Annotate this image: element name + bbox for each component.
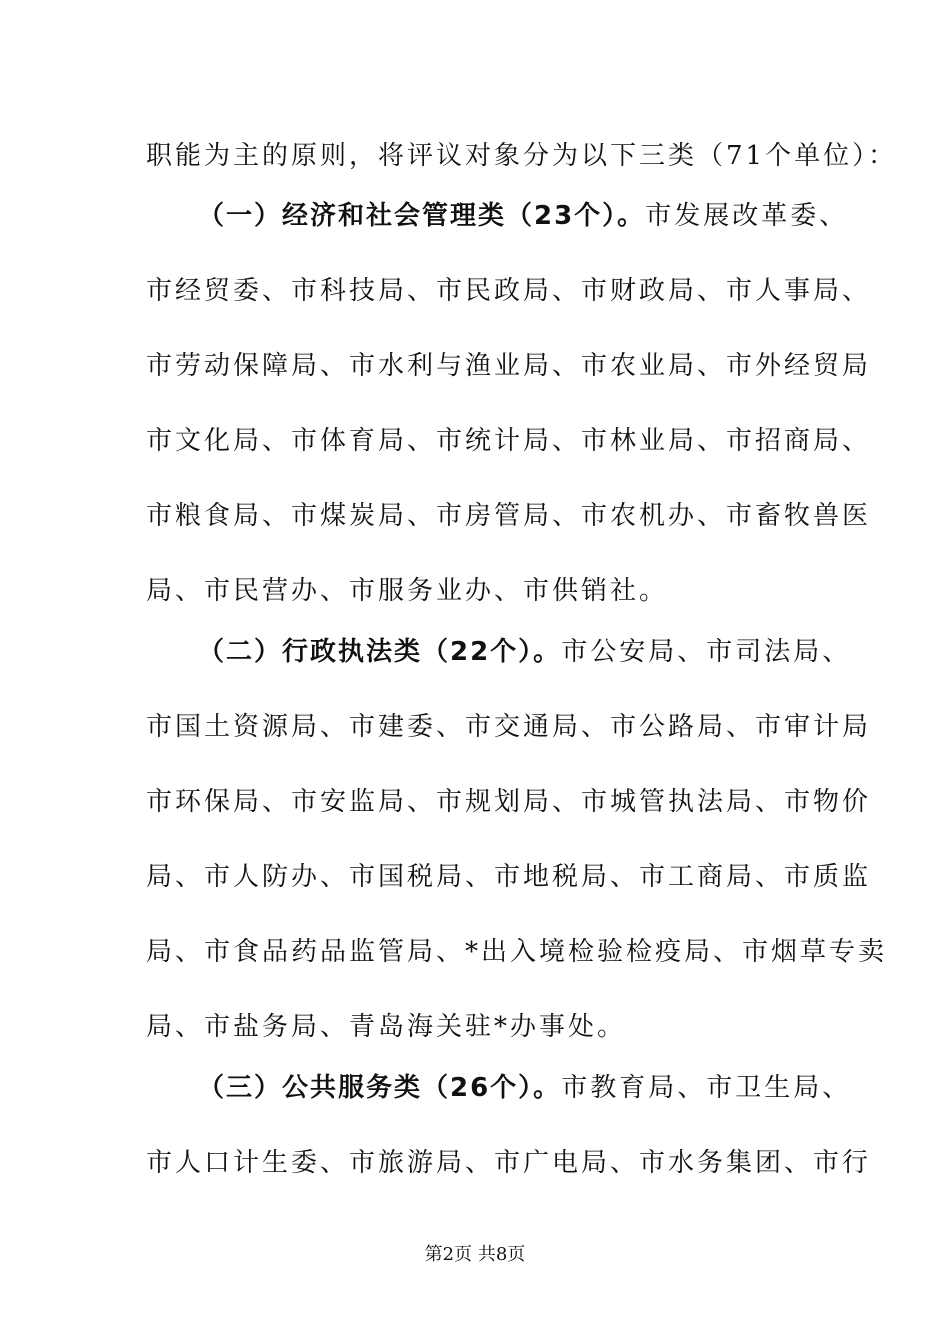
section-2-line: 局、市盐务局、青岛海关驻*办事处。 xyxy=(146,1012,627,1042)
section-1-line1-text: 市发展改革委、 xyxy=(645,201,849,231)
section-2-line: 局、市食品药品监管局、*出入境检验检疫局、市烟草专卖 xyxy=(146,937,888,967)
section-2-line: 局、市人防办、市国税局、市地税局、市工商局、市质监 xyxy=(146,862,872,892)
section-1-heading: （一）经济和社会管理类（23个）。 xyxy=(198,201,646,231)
section-1-line: 市劳动保障局、市水利与渔业局、市农业局、市外经贸局 xyxy=(146,351,872,381)
section-3-line1-text: 市教育局、市卫生局、 xyxy=(561,1073,852,1103)
section-2-first-line xyxy=(198,632,852,672)
section-1-line: 市粮食局、市煤炭局、市房管局、市农机办、市畜牧兽医 xyxy=(146,501,872,531)
section-2-line1-text: 市公安局、市司法局、 xyxy=(561,637,852,667)
section-2-line: 市环保局、市安监局、市规划局、市城管执法局、市物价 xyxy=(146,787,872,817)
section-1-first-line xyxy=(198,196,849,236)
intro-line: 职能为主的原则，将评议对象分为以下三类（71个单位）： xyxy=(146,141,898,171)
section-3-heading: （三）公共服务类（26个）。 xyxy=(198,1073,562,1103)
section-2-line: 市国土资源局、市建委、市交通局、市公路局、市审计局 xyxy=(146,712,872,742)
section-1-line: 市文化局、市体育局、市统计局、市林业局、市招商局、 xyxy=(146,426,872,456)
section-1-line: 市经贸委、市科技局、市民政局、市财政局、市人事局、 xyxy=(146,276,872,306)
section-1-line: 局、市民营办、市服务业办、市供销社。 xyxy=(146,576,669,606)
section-3-first-line xyxy=(198,1068,852,1108)
section-2-heading: （二）行政执法类（22个）。 xyxy=(198,637,562,667)
page-number-footer: 第2页 共8页 xyxy=(424,1244,526,1265)
section-3-line: 市人口计生委、市旅游局、市广电局、市水务集团、市行 xyxy=(146,1148,872,1178)
